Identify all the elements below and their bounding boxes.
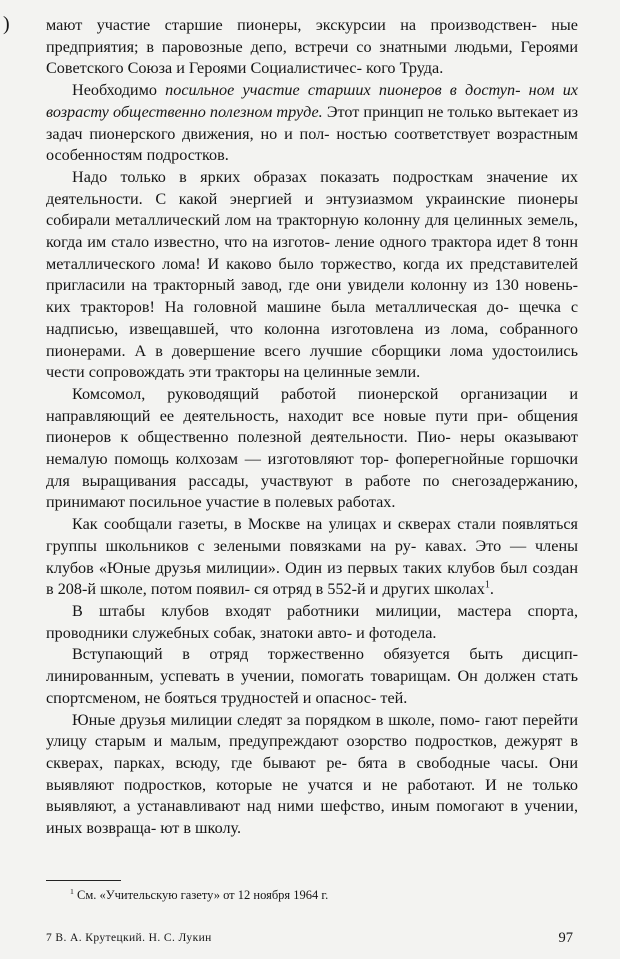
text-run: Юные друзья милиции следят за порядком в школе, помо- гают перейти улицу старым и малым, предупреждают озорство подростков, дежурят в скверах, парках, всюду, где бывают ре- бята в свободные часы. Они выявляют подростков, которые не учатся и не работают. И не только выявляют, а устанавливают над ними шефство, иным помогают в учении, иных возвраща- ют в школу. (46, 710, 578, 838)
footnote-marker: 1 (70, 886, 74, 896)
paragraph (46, 80, 578, 167)
paragraph (46, 644, 578, 709)
text-run: . (489, 580, 494, 599)
text-run: Этот принцип не только вытекает из задач пионерского движения, но и пол- ностью соответствует возрастным особенностям подростков. (46, 102, 578, 165)
body-text (46, 15, 578, 840)
margin-mark: ) (3, 13, 10, 35)
paragraph (46, 514, 578, 601)
text-run: мают участие старшие пионеры, экскурсии на производствен- ные предприятия; в паровозные депо, встречи со знатными людьми, Героями Советского Союза и Героями Социалистичес- кого Труда. (46, 16, 578, 78)
text-run: Надо только в ярких образах показать подросткам значение их деятельности. С какой энергией и энтузиазмом украинские пионеры собирали металлический лом на тракторную колонну для целинных земель, когда им стало известно, что на изготов- ление одного трактора идет 8 тонн металлического лома! И каково было торжество, когда их представителей пригласили на тракторный завод, где они увидели колонну из 130 новень- ких тракторов! На головной машине была металлическая до- щечка с надписью, извещавшей, что колонна изготовлена из лома, собранного пионерами. А в довершение всего лучшие сборщики лома удостоились чести сопровождать эти тракторы на целинные земли. (46, 167, 578, 382)
text-run: В штабы клубов входят работники милиции, мастера спорта, проводники служебных собак, знатоки авто- и фотодела. (46, 601, 578, 642)
text-run: Необходимо (72, 81, 166, 100)
italic-run: посильное участие старших пионеров в доступ- ном их возрасту общественно полезном труде. (46, 81, 578, 121)
paragraph (46, 710, 578, 840)
footnote-text: См. «Учительскую газету» от 12 ноября 1964 г. (73, 888, 329, 902)
text-run: Вступающий в отряд торжественно обязуется быть дисцип- линированным, успевать в учении, помогать товарищам. Он должен стать спортсменом, не бояться трудностей и опаснос- тей. (46, 645, 578, 707)
paragraph (46, 384, 578, 514)
footnote-ref: 1 (484, 579, 490, 591)
page-signature: 7 В. А. Крутецкий. Н. С. Лукин (46, 932, 212, 944)
footnote-rule (46, 880, 121, 881)
paragraph (46, 167, 578, 384)
text-run: Комсомол, руководящий работой пионерской организации и направляющий ее деятельность, находит все новые пути при- общения пионеров к общественно полезной деятельности. Пио- неры оказывают немалую помощь колхозам — изготовляют тор- фоперегнойные горшочки для выращивания рассады, участвуют в работе по снегозадержанию, принимают посильное участие в полевых работах. (46, 384, 578, 512)
page-number: 97 (558, 930, 573, 946)
text-run: Как сообщали газеты, в Москве на улицах и скверах стали появляться группы школьников с зелеными повязками на ру- кавах. Это — члены клубов «Юные друзья милиции». Один из первых таких клубов был создан в 208-й школе, потом появил- ся отряд в 552-й и других школах (46, 515, 578, 599)
paragraph (46, 15, 578, 80)
footnote (70, 887, 570, 903)
paragraph (46, 601, 578, 644)
